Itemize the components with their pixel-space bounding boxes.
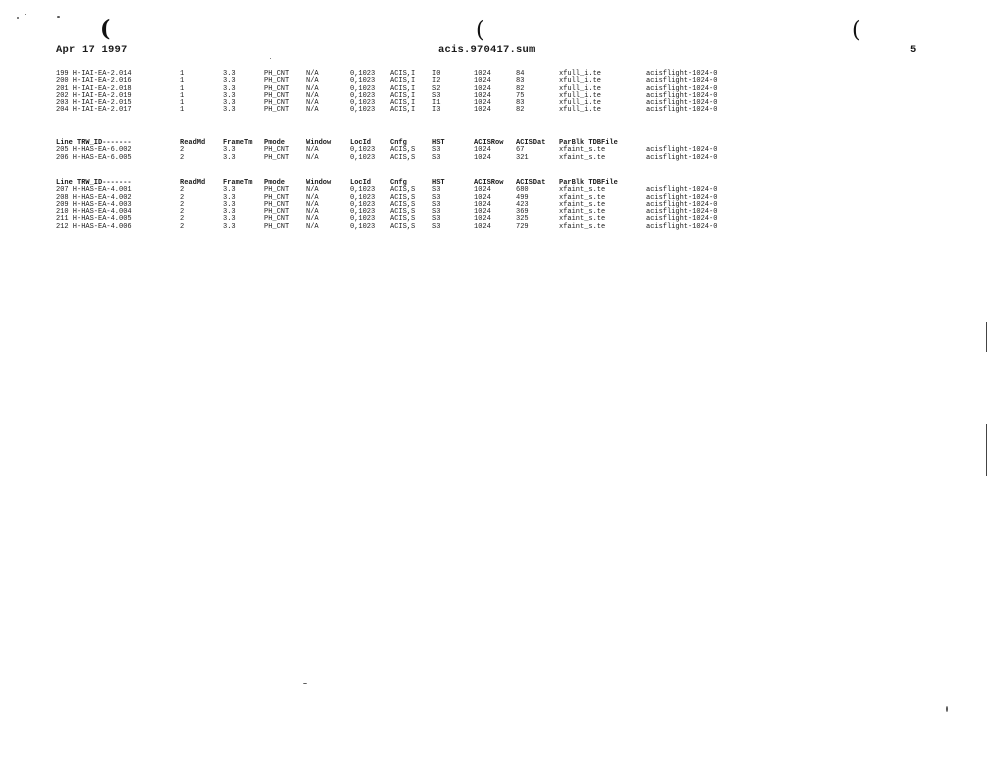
cell-window: N/A bbox=[306, 200, 319, 209]
cell-window: N/A bbox=[306, 222, 319, 231]
scan-edge-line bbox=[986, 322, 987, 352]
cell-window: N/A bbox=[306, 215, 319, 224]
cell-readmd: 1 bbox=[180, 106, 185, 115]
cell-acisdat: 83 bbox=[516, 77, 525, 86]
cell-window: N/A bbox=[306, 186, 319, 195]
scan-speck bbox=[57, 16, 60, 18]
cell-window: N/A bbox=[306, 208, 319, 217]
cell-window: N/A bbox=[306, 99, 319, 108]
cell-frametm: 3.3 bbox=[223, 77, 236, 86]
cell-pmode: PH_CNT bbox=[264, 91, 290, 100]
cell-acisrow: 1024 bbox=[474, 91, 491, 100]
scan-speck bbox=[946, 706, 948, 712]
cell-pmode: PH_CNT bbox=[264, 208, 290, 217]
page-number: 5 bbox=[910, 44, 917, 56]
col-header-cnfg: Cnfg bbox=[390, 179, 407, 187]
cell-frametm: 3.3 bbox=[223, 222, 236, 231]
cell-cnfg: ACIS,I bbox=[390, 99, 416, 108]
cell-pmode: PH_CNT bbox=[264, 99, 290, 108]
cell-acisdat: 67 bbox=[516, 146, 525, 155]
col-header-line-trw-id: Line TRW_ID------- bbox=[56, 139, 132, 147]
scan-speck bbox=[17, 17, 19, 19]
cell-window: N/A bbox=[306, 193, 319, 202]
cell-hst: I1 bbox=[432, 99, 441, 108]
scan-speck bbox=[25, 14, 26, 15]
cell-frametm: 3.3 bbox=[223, 106, 236, 115]
cell-tdbfile: acisflight-1024-0 bbox=[646, 91, 718, 100]
cell-readmd: 1 bbox=[180, 77, 185, 86]
cell-acisdat: 321 bbox=[516, 153, 529, 162]
cell-hst: S3 bbox=[432, 193, 441, 202]
cell-pmode: PH_CNT bbox=[264, 77, 290, 86]
cell-hst: I2 bbox=[432, 77, 441, 86]
cell-parblk: xfull_i.te bbox=[559, 77, 602, 86]
cell-readmd: 1 bbox=[180, 84, 185, 93]
cell-line-trw-id: 207 H-HAS-EA-4.001 bbox=[56, 186, 132, 195]
cell-tdbfile: acisflight-1024-0 bbox=[646, 153, 718, 162]
cell-tdbfile: acisflight-1024-0 bbox=[646, 84, 718, 93]
cell-parblk: xfaint_s.te bbox=[559, 153, 606, 162]
col-header-parblk-tdbfile: ParBlk TDBFile bbox=[559, 179, 618, 187]
cell-line-trw-id: 199 H-IAI-EA-2.014 bbox=[56, 70, 132, 78]
cell-pmode: PH_CNT bbox=[264, 106, 290, 115]
scan-mark-left: ( bbox=[100, 16, 111, 42]
cell-parblk: xfaint_s.te bbox=[559, 200, 606, 209]
cell-line-trw-id: 212 H-HAS-EA-4.006 bbox=[56, 222, 132, 231]
col-header-hst: HST bbox=[432, 179, 445, 187]
col-header-pmode: Pmode bbox=[264, 139, 286, 147]
cell-pmode: PH_CNT bbox=[264, 146, 290, 155]
cell-parblk: xfaint_s.te bbox=[559, 186, 606, 195]
cell-line-trw-id: 205 H-HAS-EA-6.002 bbox=[56, 146, 132, 155]
cell-window: N/A bbox=[306, 77, 319, 86]
cell-parblk: xfaint_s.te bbox=[559, 208, 606, 217]
col-header-hst: HST bbox=[432, 139, 445, 147]
scan-mark-center: ( bbox=[476, 18, 485, 43]
col-header-acisrow: ACISRow bbox=[474, 139, 504, 147]
cell-hst: S3 bbox=[432, 215, 441, 224]
cell-locid: 0,1023 bbox=[350, 99, 376, 108]
cell-frametm: 3.3 bbox=[223, 193, 236, 202]
cell-locid: 0,1023 bbox=[350, 208, 376, 217]
cell-pmode: PH_CNT bbox=[264, 200, 290, 209]
cell-window: N/A bbox=[306, 153, 319, 162]
cell-acisdat: 729 bbox=[516, 222, 529, 231]
cell-acisrow: 1024 bbox=[474, 186, 491, 195]
cell-frametm: 3.3 bbox=[223, 186, 236, 195]
scan-edge-line bbox=[986, 424, 987, 476]
cell-frametm: 3.3 bbox=[223, 208, 236, 217]
cell-hst: I0 bbox=[432, 70, 441, 78]
cell-cnfg: ACIS,I bbox=[390, 91, 416, 100]
cell-parblk: xfaint_s.te bbox=[559, 222, 606, 231]
col-header-frametm: FrameTm bbox=[223, 179, 253, 187]
cell-line-trw-id: 209 H-HAS-EA-4.003 bbox=[56, 200, 132, 209]
cell-pmode: PH_CNT bbox=[264, 215, 290, 224]
cell-locid: 0,1023 bbox=[350, 91, 376, 100]
cell-readmd: 2 bbox=[180, 153, 185, 162]
cell-parblk: xfull_i.te bbox=[559, 99, 602, 108]
cell-line-trw-id: 204 H-IAI-EA-2.017 bbox=[56, 106, 132, 115]
cell-hst: S3 bbox=[432, 153, 441, 162]
cell-cnfg: ACIS,I bbox=[390, 70, 416, 78]
cell-cnfg: ACIS,S bbox=[390, 146, 416, 155]
cell-locid: 0,1023 bbox=[350, 106, 376, 115]
cell-acisdat: 423 bbox=[516, 200, 529, 209]
cell-acisdat: 680 bbox=[516, 186, 529, 195]
cell-locid: 0,1023 bbox=[350, 186, 376, 195]
cell-tdbfile: acisflight-1024-0 bbox=[646, 106, 718, 115]
cell-cnfg: ACIS,I bbox=[390, 77, 416, 86]
cell-readmd: 2 bbox=[180, 186, 185, 195]
cell-cnfg: ACIS,S bbox=[390, 222, 416, 231]
cell-tdbfile: acisflight-1024-0 bbox=[646, 222, 718, 231]
cell-hst: S2 bbox=[432, 84, 441, 93]
cell-pmode: PH_CNT bbox=[264, 84, 290, 93]
cell-acisrow: 1024 bbox=[474, 208, 491, 217]
col-header-readmd: ReadMd bbox=[180, 179, 206, 187]
cell-pmode: PH_CNT bbox=[264, 186, 290, 195]
cell-window: N/A bbox=[306, 70, 319, 78]
cell-pmode: PH_CNT bbox=[264, 222, 290, 231]
col-header-cnfg: Cnfg bbox=[390, 139, 407, 147]
cell-parblk: xfull_i.te bbox=[559, 106, 602, 115]
page-date: Apr 17 1997 bbox=[56, 44, 128, 56]
cell-locid: 0,1023 bbox=[350, 84, 376, 93]
cell-line-trw-id: 210 H-HAS-EA-4.004 bbox=[56, 208, 132, 217]
cell-line-trw-id: 206 H-HAS-EA-6.005 bbox=[56, 153, 132, 162]
cell-acisrow: 1024 bbox=[474, 106, 491, 115]
cell-cnfg: ACIS,S bbox=[390, 208, 416, 217]
cell-acisdat: 325 bbox=[516, 215, 529, 224]
cell-readmd: 1 bbox=[180, 91, 185, 100]
col-header-locid: LocId bbox=[350, 139, 372, 147]
cell-locid: 0,1023 bbox=[350, 193, 376, 202]
cell-cnfg: ACIS,S bbox=[390, 153, 416, 162]
cell-hst: S3 bbox=[432, 208, 441, 217]
cell-readmd: 2 bbox=[180, 200, 185, 209]
cell-tdbfile: acisflight-1024-0 bbox=[646, 215, 718, 224]
cell-pmode: PH_CNT bbox=[264, 153, 290, 162]
cell-acisdat: 83 bbox=[516, 99, 525, 108]
cell-tdbfile: acisflight-1024-0 bbox=[646, 77, 718, 86]
cell-acisdat: 369 bbox=[516, 208, 529, 217]
cell-acisrow: 1024 bbox=[474, 200, 491, 209]
cell-readmd: 2 bbox=[180, 146, 185, 155]
cell-hst: S3 bbox=[432, 222, 441, 231]
cell-tdbfile: acisflight-1024-0 bbox=[646, 70, 718, 78]
cell-acisdat: 82 bbox=[516, 106, 525, 115]
cell-cnfg: ACIS,I bbox=[390, 106, 416, 115]
cell-acisrow: 1024 bbox=[474, 215, 491, 224]
cell-line-trw-id: 202 H-IAI-EA-2.019 bbox=[56, 91, 132, 100]
col-header-window: Window bbox=[306, 179, 332, 187]
cell-acisdat: 75 bbox=[516, 91, 525, 100]
cell-locid: 0,1023 bbox=[350, 222, 376, 231]
cell-parblk: xfaint_s.te bbox=[559, 193, 606, 202]
cell-acisrow: 1024 bbox=[474, 193, 491, 202]
cell-line-trw-id: 203 H-IAI-EA-2.015 bbox=[56, 99, 132, 108]
cell-window: N/A bbox=[306, 146, 319, 155]
cell-locid: 0,1023 bbox=[350, 146, 376, 155]
cell-frametm: 3.3 bbox=[223, 70, 236, 78]
cell-pmode: PH_CNT bbox=[264, 70, 290, 78]
cell-acisrow: 1024 bbox=[474, 153, 491, 162]
cell-pmode: PH_CNT bbox=[264, 193, 290, 202]
cell-readmd: 1 bbox=[180, 70, 185, 78]
cell-locid: 0,1023 bbox=[350, 70, 376, 78]
cell-window: N/A bbox=[306, 84, 319, 93]
cell-locid: 0,1023 bbox=[350, 153, 376, 162]
cell-readmd: 2 bbox=[180, 208, 185, 217]
cell-acisdat: 82 bbox=[516, 84, 525, 93]
cell-frametm: 3.3 bbox=[223, 91, 236, 100]
cell-readmd: 2 bbox=[180, 222, 185, 231]
scan-speck bbox=[270, 58, 271, 59]
cell-line-trw-id: 200 H-IAI-EA-2.016 bbox=[56, 77, 132, 86]
cell-acisrow: 1024 bbox=[474, 146, 491, 155]
cell-readmd: 2 bbox=[180, 193, 185, 202]
cell-tdbfile: acisflight-1024-0 bbox=[646, 146, 718, 155]
cell-hst: S3 bbox=[432, 146, 441, 155]
cell-hst: S3 bbox=[432, 91, 441, 100]
col-header-parblk-tdbfile: ParBlk TDBFile bbox=[559, 139, 618, 147]
cell-frametm: 3.3 bbox=[223, 146, 236, 155]
col-header-acisrow: ACISRow bbox=[474, 179, 504, 187]
cell-tdbfile: acisflight-1024-0 bbox=[646, 99, 718, 108]
cell-frametm: 3.3 bbox=[223, 215, 236, 224]
cell-window: N/A bbox=[306, 91, 319, 100]
cell-acisrow: 1024 bbox=[474, 84, 491, 93]
cell-parblk: xfaint_s.te bbox=[559, 146, 606, 155]
cell-hst: I3 bbox=[432, 106, 441, 115]
cell-cnfg: ACIS,I bbox=[390, 84, 416, 93]
cell-line-trw-id: 211 H-HAS-EA-4.005 bbox=[56, 215, 132, 224]
cell-readmd: 2 bbox=[180, 215, 185, 224]
cell-acisrow: 1024 bbox=[474, 99, 491, 108]
cell-frametm: 3.3 bbox=[223, 200, 236, 209]
cell-parblk: xfull_i.te bbox=[559, 84, 602, 93]
cell-acisrow: 1024 bbox=[474, 77, 491, 86]
cell-locid: 0,1023 bbox=[350, 200, 376, 209]
cell-parblk: xfull_i.te bbox=[559, 91, 602, 100]
cell-acisrow: 1024 bbox=[474, 222, 491, 231]
cell-readmd: 1 bbox=[180, 99, 185, 108]
cell-parblk: xfaint_s.te bbox=[559, 215, 606, 224]
cell-locid: 0,1023 bbox=[350, 77, 376, 86]
page-title: acis.970417.sum bbox=[438, 44, 536, 56]
col-header-line-trw-id: Line TRW_ID------- bbox=[56, 179, 132, 187]
cell-parblk: xfull_i.te bbox=[559, 70, 602, 78]
col-header-window: Window bbox=[306, 139, 332, 147]
cell-window: N/A bbox=[306, 106, 319, 115]
col-header-acisdat: ACISDat bbox=[516, 179, 546, 187]
scan-speck bbox=[303, 683, 307, 684]
cell-tdbfile: acisflight-1024-0 bbox=[646, 200, 718, 209]
cell-cnfg: ACIS,S bbox=[390, 186, 416, 195]
cell-acisdat: 499 bbox=[516, 193, 529, 202]
col-header-frametm: FrameTm bbox=[223, 139, 253, 147]
cell-hst: S3 bbox=[432, 200, 441, 209]
cell-frametm: 3.3 bbox=[223, 99, 236, 108]
cell-tdbfile: acisflight-1024-0 bbox=[646, 186, 718, 195]
col-header-pmode: Pmode bbox=[264, 179, 286, 187]
cell-line-trw-id: 201 H-IAI-EA-2.018 bbox=[56, 84, 132, 93]
cell-line-trw-id: 208 H-HAS-EA-4.002 bbox=[56, 193, 132, 202]
col-header-acisdat: ACISDat bbox=[516, 139, 546, 147]
cell-frametm: 3.3 bbox=[223, 153, 236, 162]
cell-locid: 0,1023 bbox=[350, 215, 376, 224]
cell-cnfg: ACIS,S bbox=[390, 193, 416, 202]
cell-hst: S3 bbox=[432, 186, 441, 195]
cell-acisdat: 84 bbox=[516, 70, 525, 78]
cell-frametm: 3.3 bbox=[223, 84, 236, 93]
cell-cnfg: ACIS,S bbox=[390, 200, 416, 209]
cell-cnfg: ACIS,S bbox=[390, 215, 416, 224]
cell-tdbfile: acisflight-1024-0 bbox=[646, 193, 718, 202]
scan-mark-right: ( bbox=[852, 18, 861, 43]
cell-acisrow: 1024 bbox=[474, 70, 491, 78]
col-header-readmd: ReadMd bbox=[180, 139, 206, 147]
cell-tdbfile: acisflight-1024-0 bbox=[646, 208, 718, 217]
col-header-locid: LocId bbox=[350, 179, 372, 187]
